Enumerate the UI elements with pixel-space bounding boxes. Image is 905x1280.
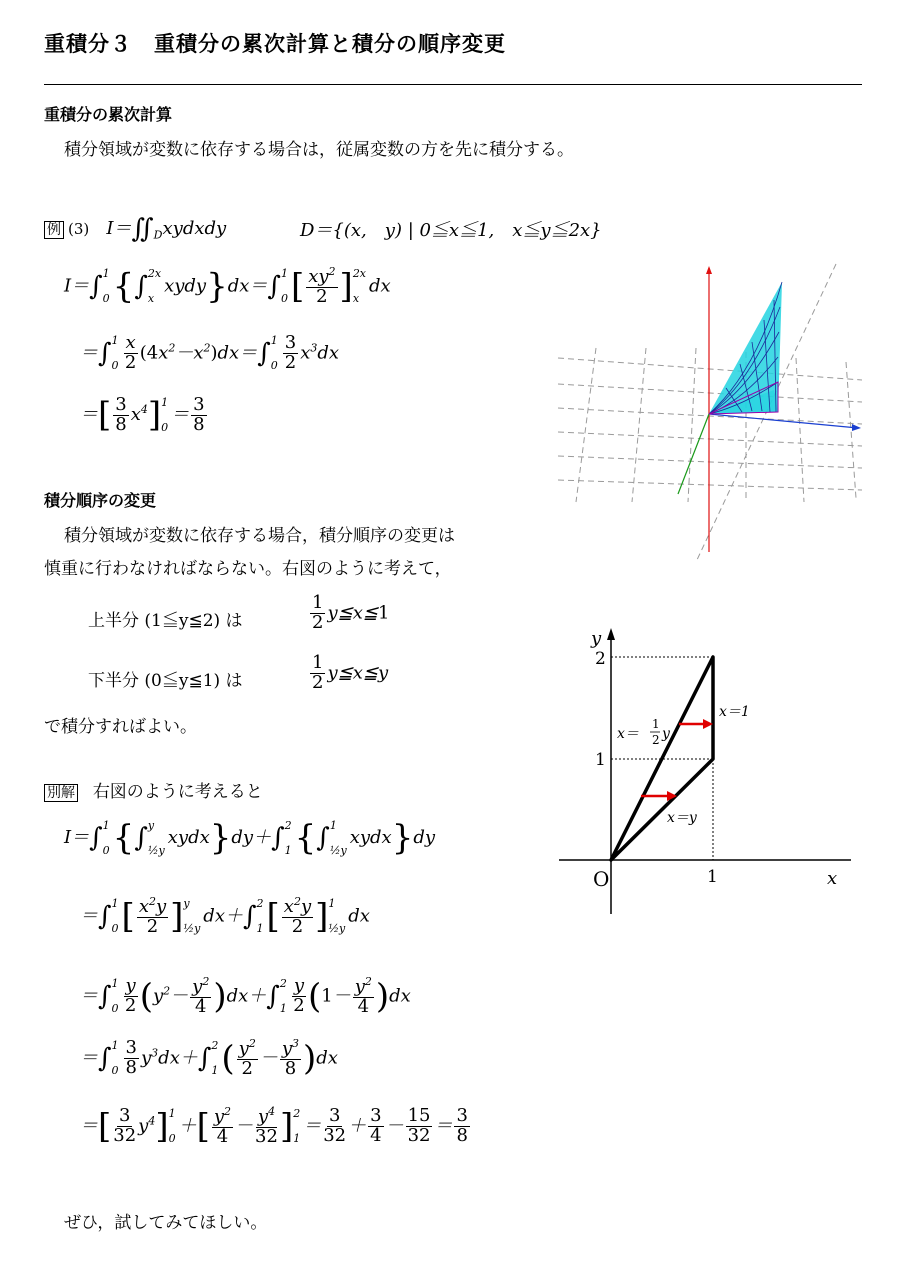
eq-line-2: ＝∫ 1 0 $\frac{x}{2}$ $(4x^2-x^2)dx=\int$ 1 0 $\frac{3}{2}$ $x^3dx$ bbox=[80, 332, 340, 373]
y-axis bbox=[678, 414, 709, 494]
alt-eq-line-4: ＝∫ 1 0 $\frac{3}{8}$ $y^3dx+\int$ 2 1 ( $\frac{y^2}{2}$ － $\frac{y^3}{8}$ )dx bbox=[80, 1037, 338, 1079]
x-axis-label: x bbox=[827, 868, 838, 889]
closing-text: ぜひ，試してみてほしい。 bbox=[64, 1213, 268, 1233]
alt-label: 別解 bbox=[44, 784, 78, 802]
alt-eq-line-1: I＝∫ 1 0 {∫ y ½y xydx}dy＋∫ 2 1 {∫ 1 ½y xydx}dy bbox=[64, 818, 436, 858]
lower-half-label: 下半分 (0≦y≦1) は bbox=[88, 671, 243, 691]
title-rule bbox=[44, 84, 862, 85]
page-title: 重積分３ 重積分の累次計算と積分の順序変更 bbox=[44, 32, 506, 56]
y-axis-label: y bbox=[591, 628, 602, 649]
example-number: (3) bbox=[68, 220, 90, 238]
alt-eq-line-5: ＝[ $\frac{3}{32}$ $y^4$] 1 0 ＋[ $\frac{y^2}{4}$ － $\frac{y^4}{32}$ ] 2 1 ＝ $\frac{3}{32}$ ＋ $\frac{3}{4}$ － $\frac{15}{32}$ ＝ $\frac{3}{8}$ bbox=[80, 1105, 468, 1147]
tick-x-1: 1 bbox=[707, 867, 718, 887]
upper-half-range: $\frac{1}{2}$ y≦x≦1 bbox=[312, 592, 390, 633]
iterated-description: 積分領域が変数に依存する場合は，従属変数の方を先に積分する。 bbox=[64, 140, 574, 160]
label-x-eq-half-y-pre: x＝ bbox=[617, 726, 639, 742]
origin-label: O bbox=[593, 867, 610, 891]
tick-y-1: 1 bbox=[595, 750, 606, 770]
tick-y-2: 2 bbox=[595, 649, 606, 669]
example-label: 例 bbox=[44, 221, 64, 239]
alt-intro: 右図のように考えると bbox=[92, 782, 263, 802]
alt-eq-line-2: ＝∫ 1 0 [ $\frac{x^2y}{2}$ ] y ½y dx＋∫ 2 1 [ $\frac{x^2y}{2}$ ] 1 ½y dx bbox=[80, 895, 370, 937]
eq-line-3: ＝[ $\frac{3}{8}$ $x^4$] 1 0 ＝ $\frac{3}{8}$ bbox=[80, 393, 205, 435]
order-conclusion: で積分すればよい。 bbox=[44, 717, 197, 737]
example-domain: D＝{(x, y) | 0≦x≦1, x≦y≦2x} bbox=[300, 220, 602, 241]
lower-half-range: $\frac{1}{2}$ y≦x≦y bbox=[312, 652, 389, 693]
svg-text:1: 1 bbox=[652, 717, 660, 731]
eq-line-1: I＝∫ 1 0 {∫ 2x x xydy}dx＝∫ 1 0 [ $\frac{xy^2}{2}$ ] 2x x dx bbox=[64, 265, 391, 307]
upper-half-label: 上半分 (1≦y≦2) は bbox=[88, 611, 243, 631]
order-text-2: 慎重に行わなければならない。右図のように考えて， bbox=[44, 559, 452, 579]
alt-eq-line-3: ＝∫ 1 0 $\frac{y}{2}$ ($y^2-$ $\frac{y^2}{4}$ )dx＋∫ 2 1 $\frac{y}{2}$ (1－ $\frac{y^2}{4}$ )dx bbox=[80, 975, 411, 1017]
section-heading-order: 積分順序の変更 bbox=[44, 491, 157, 510]
figure-3d-surface bbox=[556, 262, 866, 567]
example-statement: 例 (3) $I=∬_Dxydxdy$ bbox=[44, 214, 226, 244]
order-text-1: 積分領域が変数に依存する場合，積分順序の変更は bbox=[64, 526, 455, 546]
label-x-eq-1: x＝1 bbox=[719, 704, 750, 720]
region-boundary bbox=[611, 657, 713, 860]
alt-intro-line bbox=[44, 777, 263, 802]
label-x-eq-y: x＝y bbox=[667, 810, 697, 826]
x-axis bbox=[709, 414, 858, 428]
section-heading-iterated: 重積分の累次計算 bbox=[44, 105, 173, 124]
figure-2d-region bbox=[555, 622, 855, 922]
label-x-eq-half-y-post: y bbox=[662, 726, 670, 742]
svg-text:2: 2 bbox=[652, 733, 660, 747]
